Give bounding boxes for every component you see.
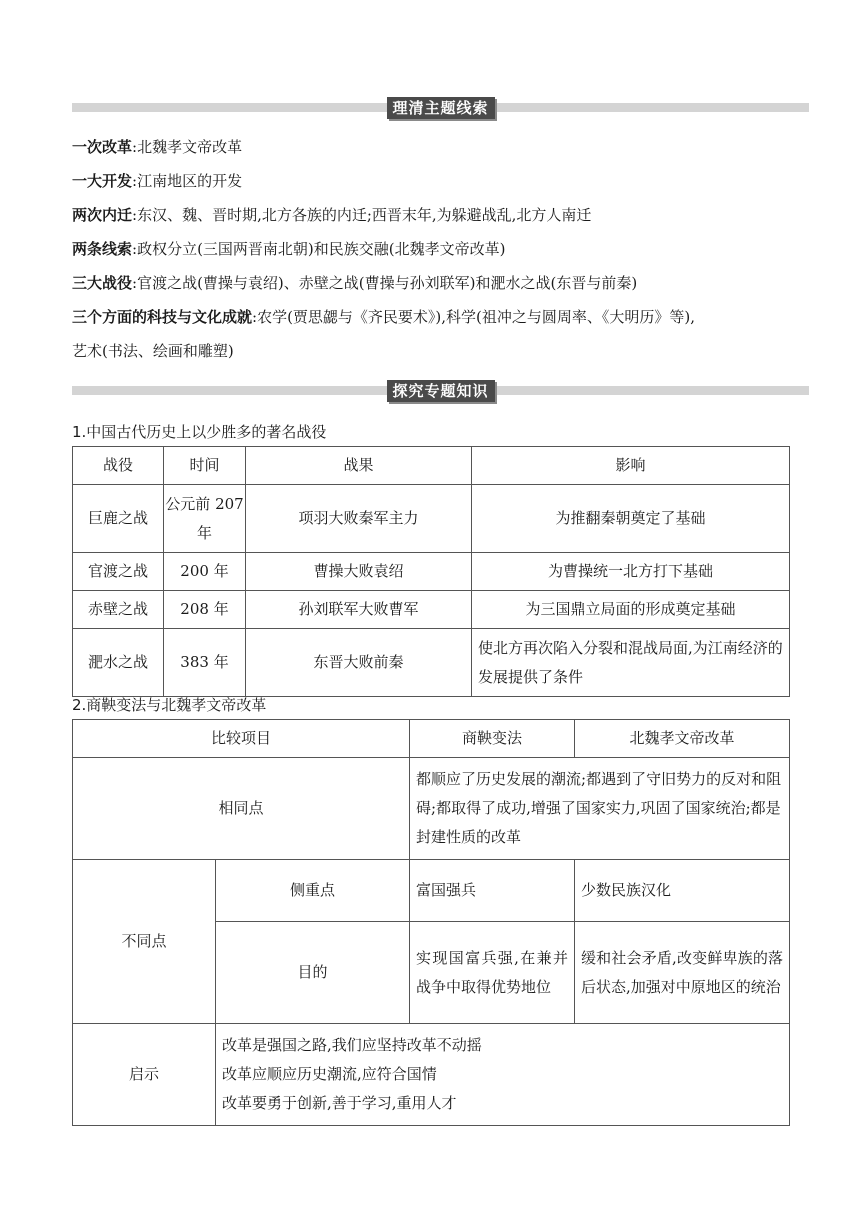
table-row: [73, 860, 790, 922]
table-title: 1.中国古代历史上以少胜多的著名战役: [72, 423, 327, 441]
table-cell: 东晋大败前秦: [246, 629, 472, 697]
table-cell: 巨鹿之战: [73, 485, 164, 553]
column-header: 战役: [73, 447, 164, 485]
clue-text: :农学(贾思勰与《齐民要术》),科学(祖冲之与圆周率、《大明历》等),: [252, 308, 696, 326]
table-row: [73, 485, 790, 553]
section-title: 理清主题线索: [386, 97, 494, 119]
table-cell: 富国强兵: [410, 860, 575, 922]
table-cell: 淝水之战: [73, 629, 164, 697]
lesson-item: 改革应顺应历史潮流,应符合国情: [222, 1065, 437, 1083]
lesson-item: 改革要勇于创新,善于学习,重用人才: [222, 1094, 457, 1112]
table-row: [73, 629, 790, 697]
table-cell: 为三国鼎立局面的形成奠定基础: [472, 591, 790, 629]
table-cell: 赤壁之战: [73, 591, 164, 629]
clue-text: :江南地区的开发: [132, 172, 243, 190]
table-cell: 项羽大败秦军主力: [246, 485, 472, 553]
table-header-row: [73, 720, 790, 758]
row-label: 启示: [73, 1024, 216, 1126]
reform-comparison-table: [72, 719, 790, 1126]
table-cell: 都顺应了历史发展的潮流;都遇到了守旧势力的反对和阻碍;都取得了成功,增强了国家实力,巩固了国家统治;都是封建性质的改革: [410, 758, 790, 860]
clue-label: 两次内迁: [72, 206, 133, 224]
section-header-knowledge: [72, 380, 809, 402]
section-header-clues: [72, 97, 809, 119]
row-sublabel: 侧重点: [216, 860, 410, 922]
column-header: 比较项目: [73, 720, 410, 758]
clue-text: :北魏孝文帝改革: [132, 138, 243, 156]
table-title: 2.商鞅变法与北魏孝文帝改革: [72, 696, 267, 714]
table-row: [73, 1024, 790, 1126]
clue-item: [72, 300, 812, 334]
clue-text: :东汉、魏、晋时期,北方各族的内迁;西晋末年,为躲避战乱,北方人南迁: [132, 206, 592, 224]
table-row: [73, 553, 790, 591]
lesson-item: 改革是强国之路,我们应坚持改革不动摇: [222, 1036, 482, 1054]
table-cell: 缓和社会矛盾,改变鲜卑族的落后状态,加强对中原地区的统治: [575, 922, 790, 1024]
table-cell: 曹操大败袁绍: [246, 553, 472, 591]
clue-item: [72, 232, 812, 266]
table-cell: 383 年: [164, 629, 246, 697]
clue-label: 一大开发: [72, 172, 133, 190]
column-header: 商鞅变法: [410, 720, 575, 758]
column-header: 影响: [472, 447, 790, 485]
table-cell: 为推翻秦朝奠定了基础: [472, 485, 790, 553]
clue-item: [72, 198, 812, 232]
table-cell: 实现国富兵强,在兼并战争中取得优势地位: [410, 922, 575, 1024]
column-header: 战果: [246, 447, 472, 485]
row-sublabel: 目的: [216, 922, 410, 1024]
table-cell: 孙刘联军大败曹军: [246, 591, 472, 629]
clue-label: 三大战役: [72, 274, 133, 292]
column-header: 时间: [164, 447, 246, 485]
clue-item: [72, 164, 812, 198]
clue-text: :政权分立(三国两晋南北朝)和民族交融(北魏孝文帝改革): [132, 240, 506, 258]
table-row: [73, 758, 790, 860]
table-row: [73, 591, 790, 629]
lessons-cell: [216, 1024, 790, 1126]
clue-list: [72, 130, 812, 368]
clue-item: [72, 130, 812, 164]
table-cell: 少数民族汉化: [575, 860, 790, 922]
clue-text: :官渡之战(曹操与袁绍)、赤壁之战(曹操与孙刘联军)和淝水之战(东晋与前秦): [132, 274, 638, 292]
row-label: 不同点: [73, 860, 216, 1024]
clue-item: [72, 266, 812, 300]
clue-label: 一次改革: [72, 138, 133, 156]
column-header: 北魏孝文帝改革: [575, 720, 790, 758]
row-label: 相同点: [73, 758, 410, 860]
table-cell: 官渡之战: [73, 553, 164, 591]
table-cell: 公元前 207 年: [164, 485, 246, 553]
clue-label: 三个方面的科技与文化成就: [72, 308, 253, 326]
section-title: 探究专题知识: [386, 380, 494, 402]
table-cell: 使北方再次陷入分裂和混战局面,为江南经济的发展提供了条件: [472, 629, 790, 697]
clue-label: 两条线索: [72, 240, 133, 258]
table-cell: 208 年: [164, 591, 246, 629]
table-cell: 为曹操统一北方打下基础: [472, 553, 790, 591]
table-cell: 200 年: [164, 553, 246, 591]
battles-table: [72, 446, 790, 697]
clue-item-continued: 艺术(书法、绘画和雕塑): [72, 342, 234, 360]
table-header-row: [73, 447, 790, 485]
